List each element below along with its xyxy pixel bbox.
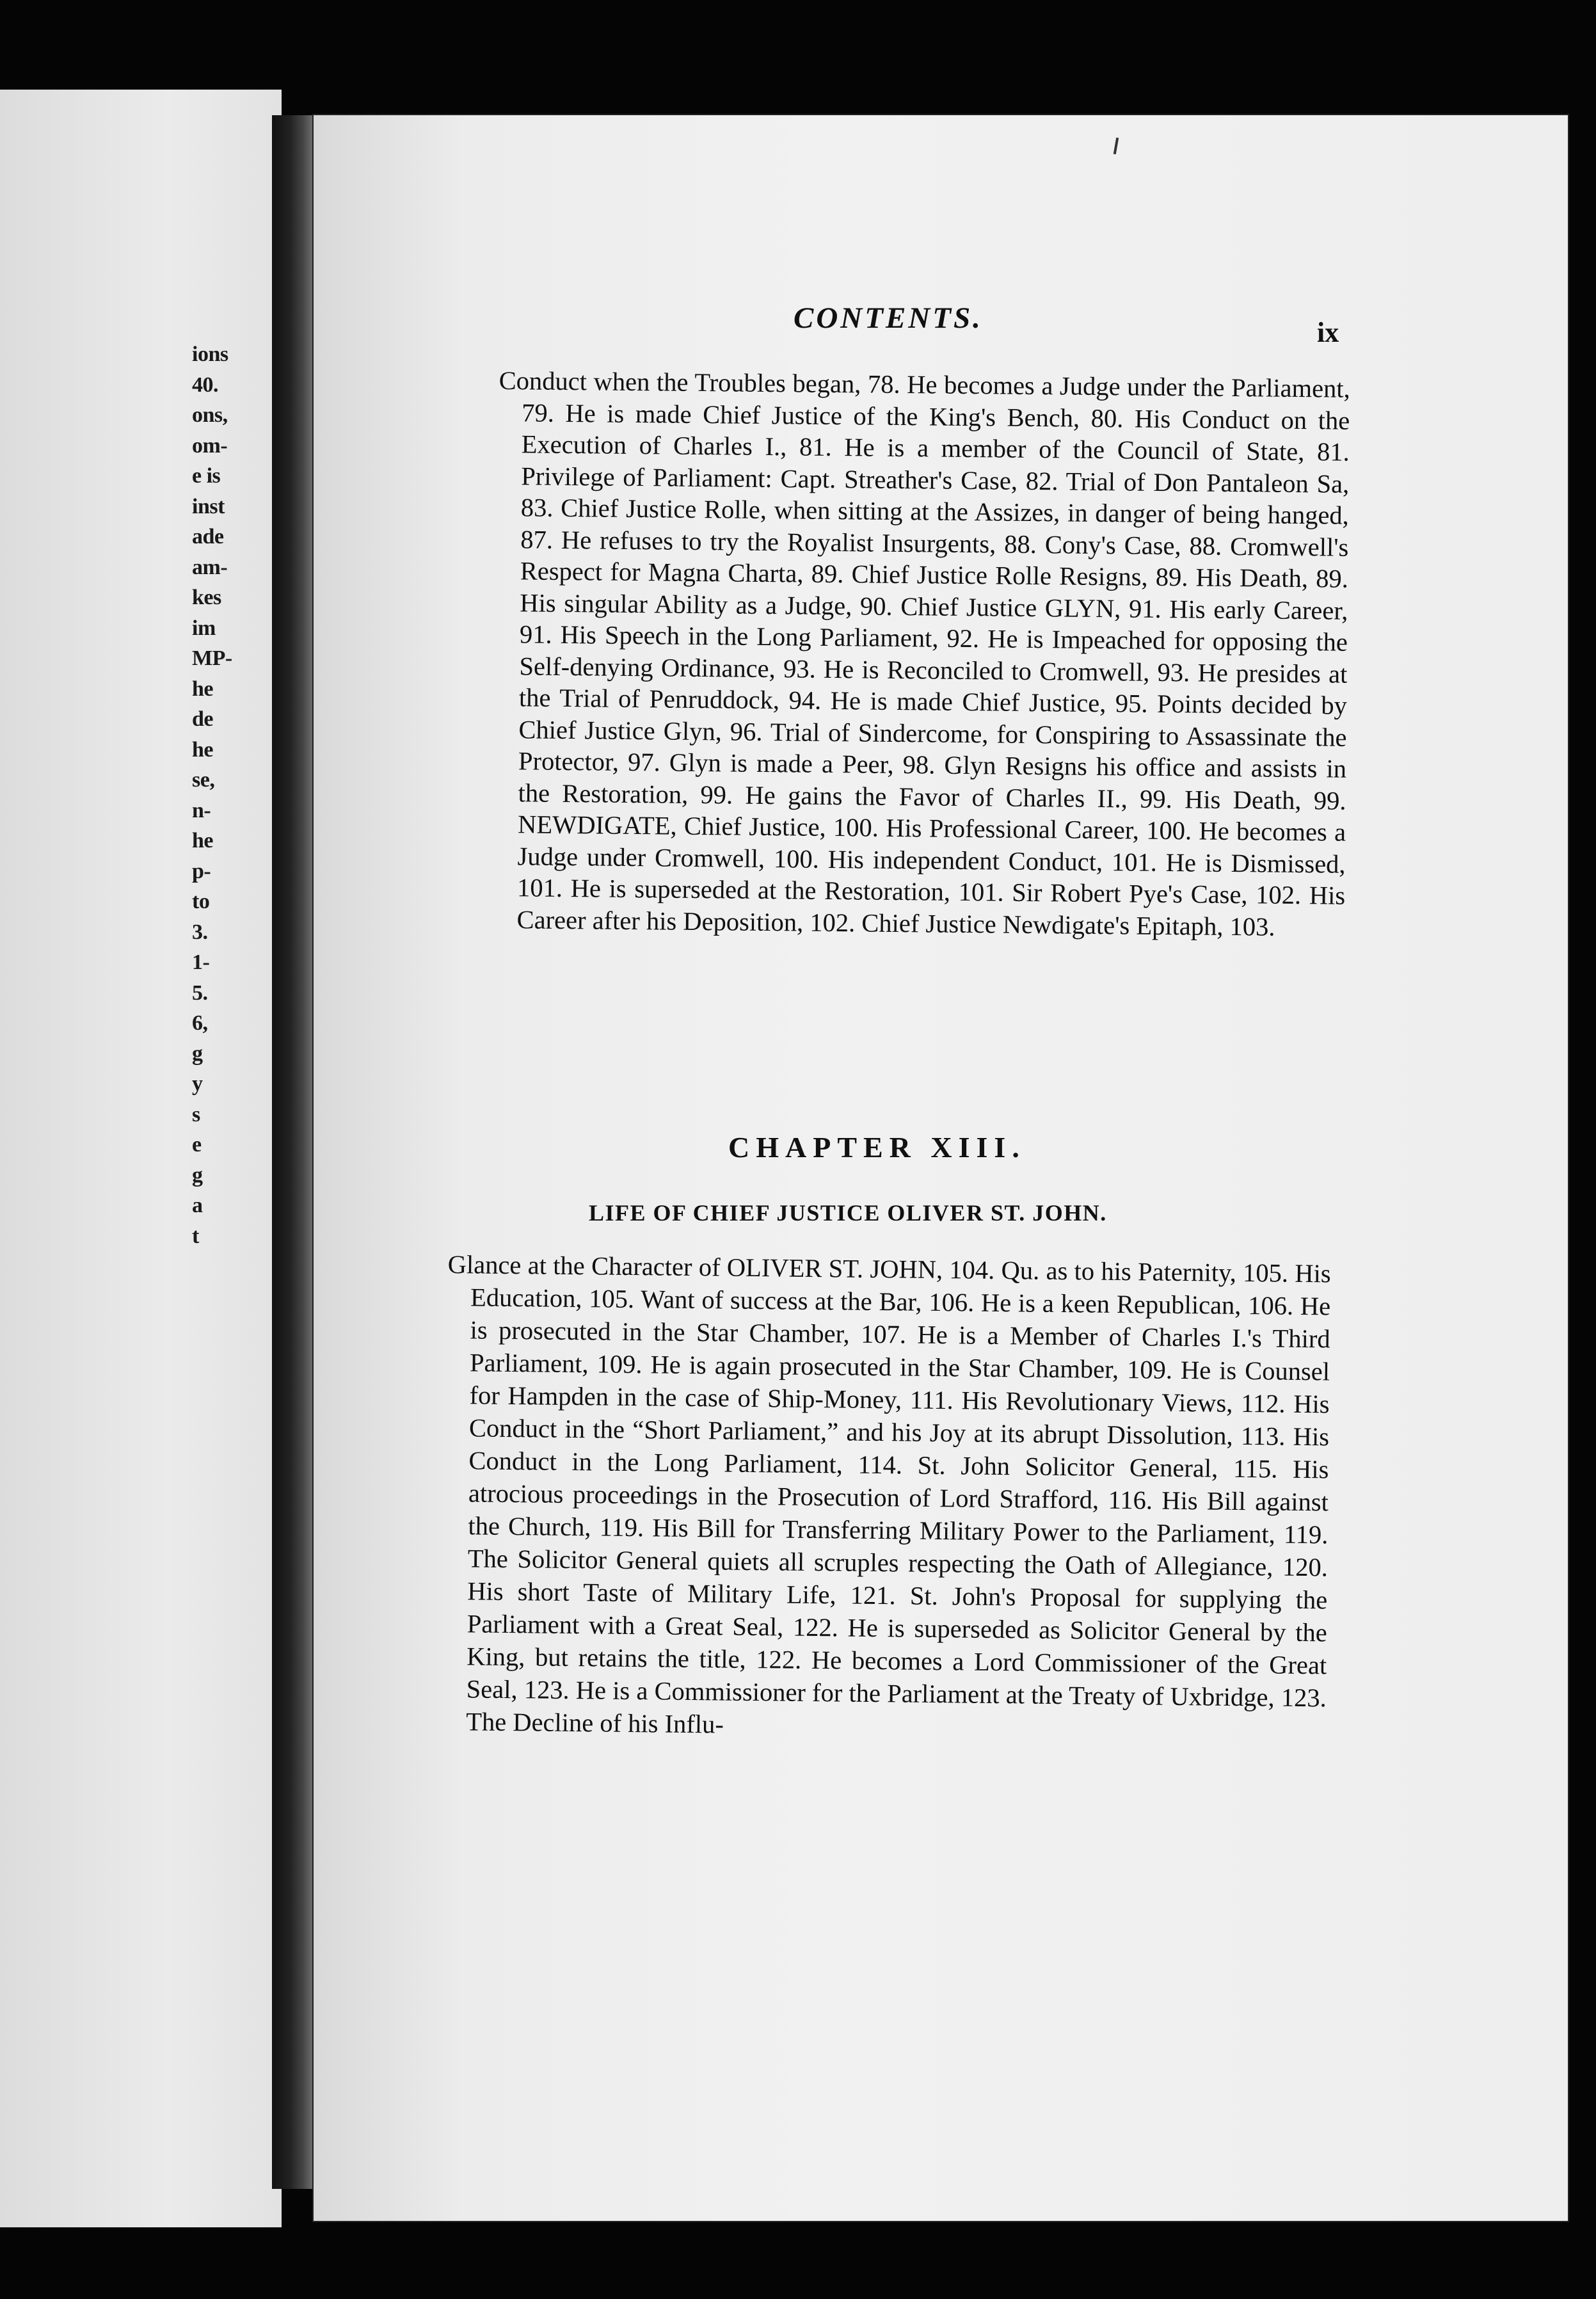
left-page-fragment: ions (192, 342, 228, 366)
left-page-fragment: 1- (192, 950, 210, 974)
left-page-fragment: e is (192, 464, 221, 488)
left-page-fragment: p- (192, 859, 211, 883)
left-page-fragment: he (192, 829, 213, 853)
left-page-fragment: g (192, 1041, 203, 1066)
left-page (0, 90, 282, 2227)
left-page-fragment: ons, (192, 403, 228, 427)
page-number: ix (1317, 317, 1339, 348)
left-page-fragment: a (192, 1194, 203, 1217)
left-page-fragment: to (192, 890, 210, 913)
left-page-fragment: 6, (192, 1011, 208, 1035)
left-page-fragment: y (192, 1072, 203, 1096)
chapter-title: CHAPTER XIII. (728, 1131, 1026, 1164)
contents-section-2 (443, 1248, 1331, 1747)
left-page-fragment: t (192, 1224, 199, 1248)
left-page-fragment: 3. (192, 920, 208, 944)
chapter-subtitle: LIFE OF CHIEF JUSTICE OLIVER ST. JOHN. (589, 1200, 1107, 1226)
left-page-fragment: am- (192, 555, 228, 579)
left-page-fragment: s (192, 1102, 200, 1126)
left-page-fragment: g (192, 1163, 203, 1187)
left-page-fragment: n- (192, 798, 211, 822)
left-page-fragment: inst (192, 494, 225, 518)
contents-paragraph-1: Conduct when the Troubles began, 78. He becomes a Judge under the Parliament, 79. He is made Chief Justice of the King's Bench, 80. His Conduct on the Execution of Charles I., 81. He is a member of the Council of State, 81. Privilege of Parliament: Capt. Streather's Case, 82. Trial of Don Pantaleon Sa, 83. Chief Justice Rolle, when sitting at the Assizes, in danger of being hanged, 87. He refuses to try the Royalist Insurgents, 88. Cony's Case, 88. Cromwell's Respect for Magna Charta, 89. Chief Justice Rolle Resigns, 89. His Death, 89. His singular Ability as a Judge, 90. Chief Justice GLYN, 91. His early Career, 91. His Speech in the Long Parliament, 92. He is Impeached for opposing the Self-denying Ordinance, 93. He is Reconciled to Cromwell, 93. He presides at the Trial of Penruddock, 94. He is made Chief Justice, 95. Points decided by Chief Justice Glyn, 96. Trial of Sindercome, for Conspiring to Assassinate the Protector, 97. Glyn is made a Peer, 98. Glyn Resigns his office and assists in the Restoration, 99. He gains the Favor of Charles II., 99. His Death, 99. NEWDIGATE, Chief Justice, 100. His Professional Career, 100. He becomes a Judge under Cromwell, 100. His independent Conduct, 101. He is Dismissed, 101. He is superseded at the Restoration, 101. Sir Robert Pye's Case, 102. His Career after his Deposition, 102. Chief Justice Newdigate's Epitaph, 103. (499, 365, 1350, 941)
left-page-fragment: kes (192, 586, 221, 609)
left-page-fragment: 5. (192, 981, 208, 1005)
left-page-fragment: im (192, 616, 216, 640)
left-page-fragment: ade (192, 525, 224, 549)
left-page-fragment: se, (192, 768, 215, 792)
left-page-fragment: he (192, 737, 213, 762)
left-page-fragment: he (192, 677, 213, 701)
left-page-fragment: om- (192, 433, 228, 458)
contents-section-1 (493, 365, 1350, 943)
left-page-fragment: de (192, 707, 213, 731)
contents-paragraph-2: Glance at the Character of OLIVER ST. JOHN, 104. Qu. as to his Paternity, 105. His Education, 105. Want of success at the Bar, 106. He is a keen Republican, 106. He is prosecuted in the Star Chamber, 107. He is a Member of Charles I.'s Third Parliament, 109. He is again prosecuted in the Star Chamber, 109. He is Counsel for Hampden in the case of Ship-Money, 111. His Revolutionary Views, 112. His Conduct in the “Short Parliament,” and his Joy at its abrupt Dissolution, 113. His Conduct in the Long Parliament, 114. St. John Solicitor General, 115. His atrocious proceedings in the Prosecution of Lord Strafford, 116. His Bill against the Church, 119. His Bill for Transferring Military Power to the Parliament, 119. The Solicitor General quiets all scruples respecting the Oath of Allegiance, 120. His short Taste of Military Life, 121. St. John's Proposal for supplying the Parliament with a Great Seal, 122. He is superseded as Solicitor General by the King, but retains the title, 122. He becomes a Lord Commissioner of the Great Seal, 123. He is a Commissioner for the Parliament at the Treaty of Uxbridge, 123. The Decline of his Influ- (447, 1249, 1331, 1739)
left-page-fragment: MP- (192, 646, 232, 670)
left-page-text-fragments (192, 339, 269, 1251)
left-page-fragment: e (192, 1133, 202, 1157)
running-head: CONTENTS. (794, 301, 983, 335)
left-page-fragment: 40. (192, 372, 218, 397)
